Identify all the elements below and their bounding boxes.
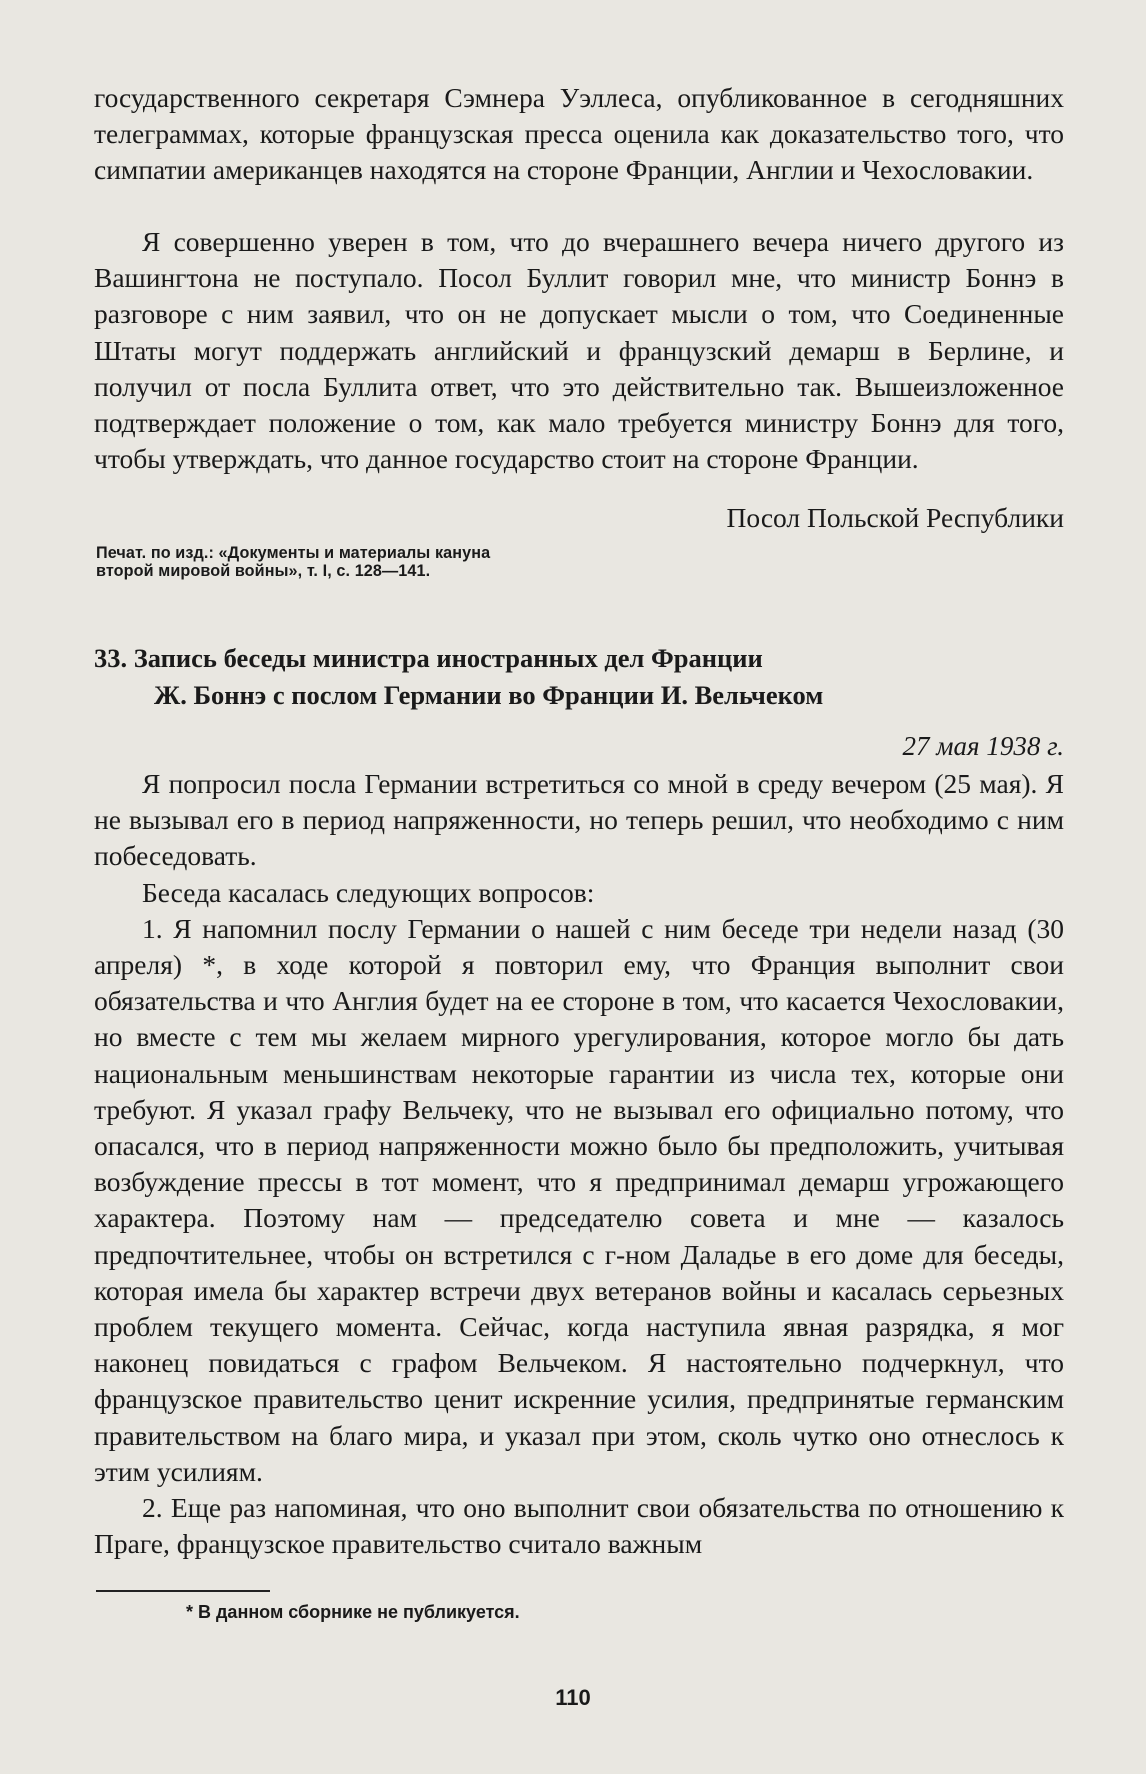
document-body <box>94 766 1064 1562</box>
document-heading <box>94 640 1064 713</box>
document-number: 33. <box>94 643 128 673</box>
footnote: * В данном сборнике не публикуется. <box>186 1602 520 1622</box>
body-paragraph: Беседа касалась следующих вопросов: <box>142 876 595 908</box>
source-note: Печат. по изд.: «Документы и материалы кануна второй мировой войны», т. I, с. 128—141. <box>96 544 491 581</box>
signature-line: Посол Польской Республики <box>726 502 1064 533</box>
document-date: 27 мая 1938 г. <box>902 731 1064 761</box>
document-title-line2: Ж. Боннэ с послом Германии во Франции И. Вельчеком <box>154 679 824 710</box>
body-paragraph: 1. Я напомнил послу Германии о нашей с ним беседе три недели назад (30 апреля) *, в ходе которой я повторил ему, что Франция выполнит свои обязательства и что Англия будет на ее стороне в том, что касается Чехословакии, но вместе с тем мы желаем мирного урегулирования, которое могло бы дать национальным меньшинствам некоторые гарантии из числа тех, которые они требуют. Я указал графу Вельчеку, что не вызывал его официально потому, что опасался, что в период напряженности можно было бы предположить, учитывая возбуждение прессы в тот момент, что я предпринимал демарш угрожающего характера. Поэтому нам — председателю совета и мне — казалось предпочтительнее, чтобы он встретился с г-ном Даладье в его доме для беседы, которая имела бы характер встречи двух ветеранов войны и касалась серьезных проблем текущего момента. Сейчас, когда наступила явная разрядка, я мог наконец повидаться с графом Вельчеком. Я настоятельно подчеркнул, что французское правительство ценит искренние усилия, предпринятые германским правительством на благо мира, и указал при этом, сколь чутко оно отнеслось к этим усилиям. <box>94 912 1064 1487</box>
footnote-divider <box>96 1590 270 1592</box>
page-number: 110 <box>555 1685 591 1710</box>
intro-paragraph-block <box>94 80 1064 189</box>
document-title-line1: Запись беседы министра иностранных дел Франции <box>133 643 763 673</box>
body-paragraph: 2. Еще раз напоминая, что оно выполнит свои обязательства по отношению к Праге, французское правительство считало важным <box>94 1492 1064 1560</box>
washington-paragraph-block <box>94 224 1064 477</box>
intro-paragraph: государственного секретаря Сэмнера Уэллеса, опубликованное в сегодняшних телеграммах, которые французская пресса оценила как доказательство того, что симпатии американцев находятся на стороне Франции, Англии и Чехословакии. <box>94 82 1064 186</box>
body-paragraph: Я попросил посла Германии встретиться со мной в среду вечером (25 мая). Я не вызывал его в период напряженности, но теперь решил, что необходимо с ним побеседовать. <box>94 768 1064 872</box>
washington-paragraph: Я совершенно уверен в том, что до вчерашнего вечера ничего другого из Вашингтона не поступало. Посол Буллит говорил мне, что министр Боннэ в разговоре с ним заявил, что он не допускает мысли о том, что Соединенные Штаты могут поддержать английский и французский демарш в Берлине, и получил от посла Буллита ответ, что это действительно так. Вышеизложенное подтверждает положение о том, как мало требуется министру Боннэ для того, чтобы утверждать, что данное государство стоит на стороне Франции. <box>94 226 1064 475</box>
